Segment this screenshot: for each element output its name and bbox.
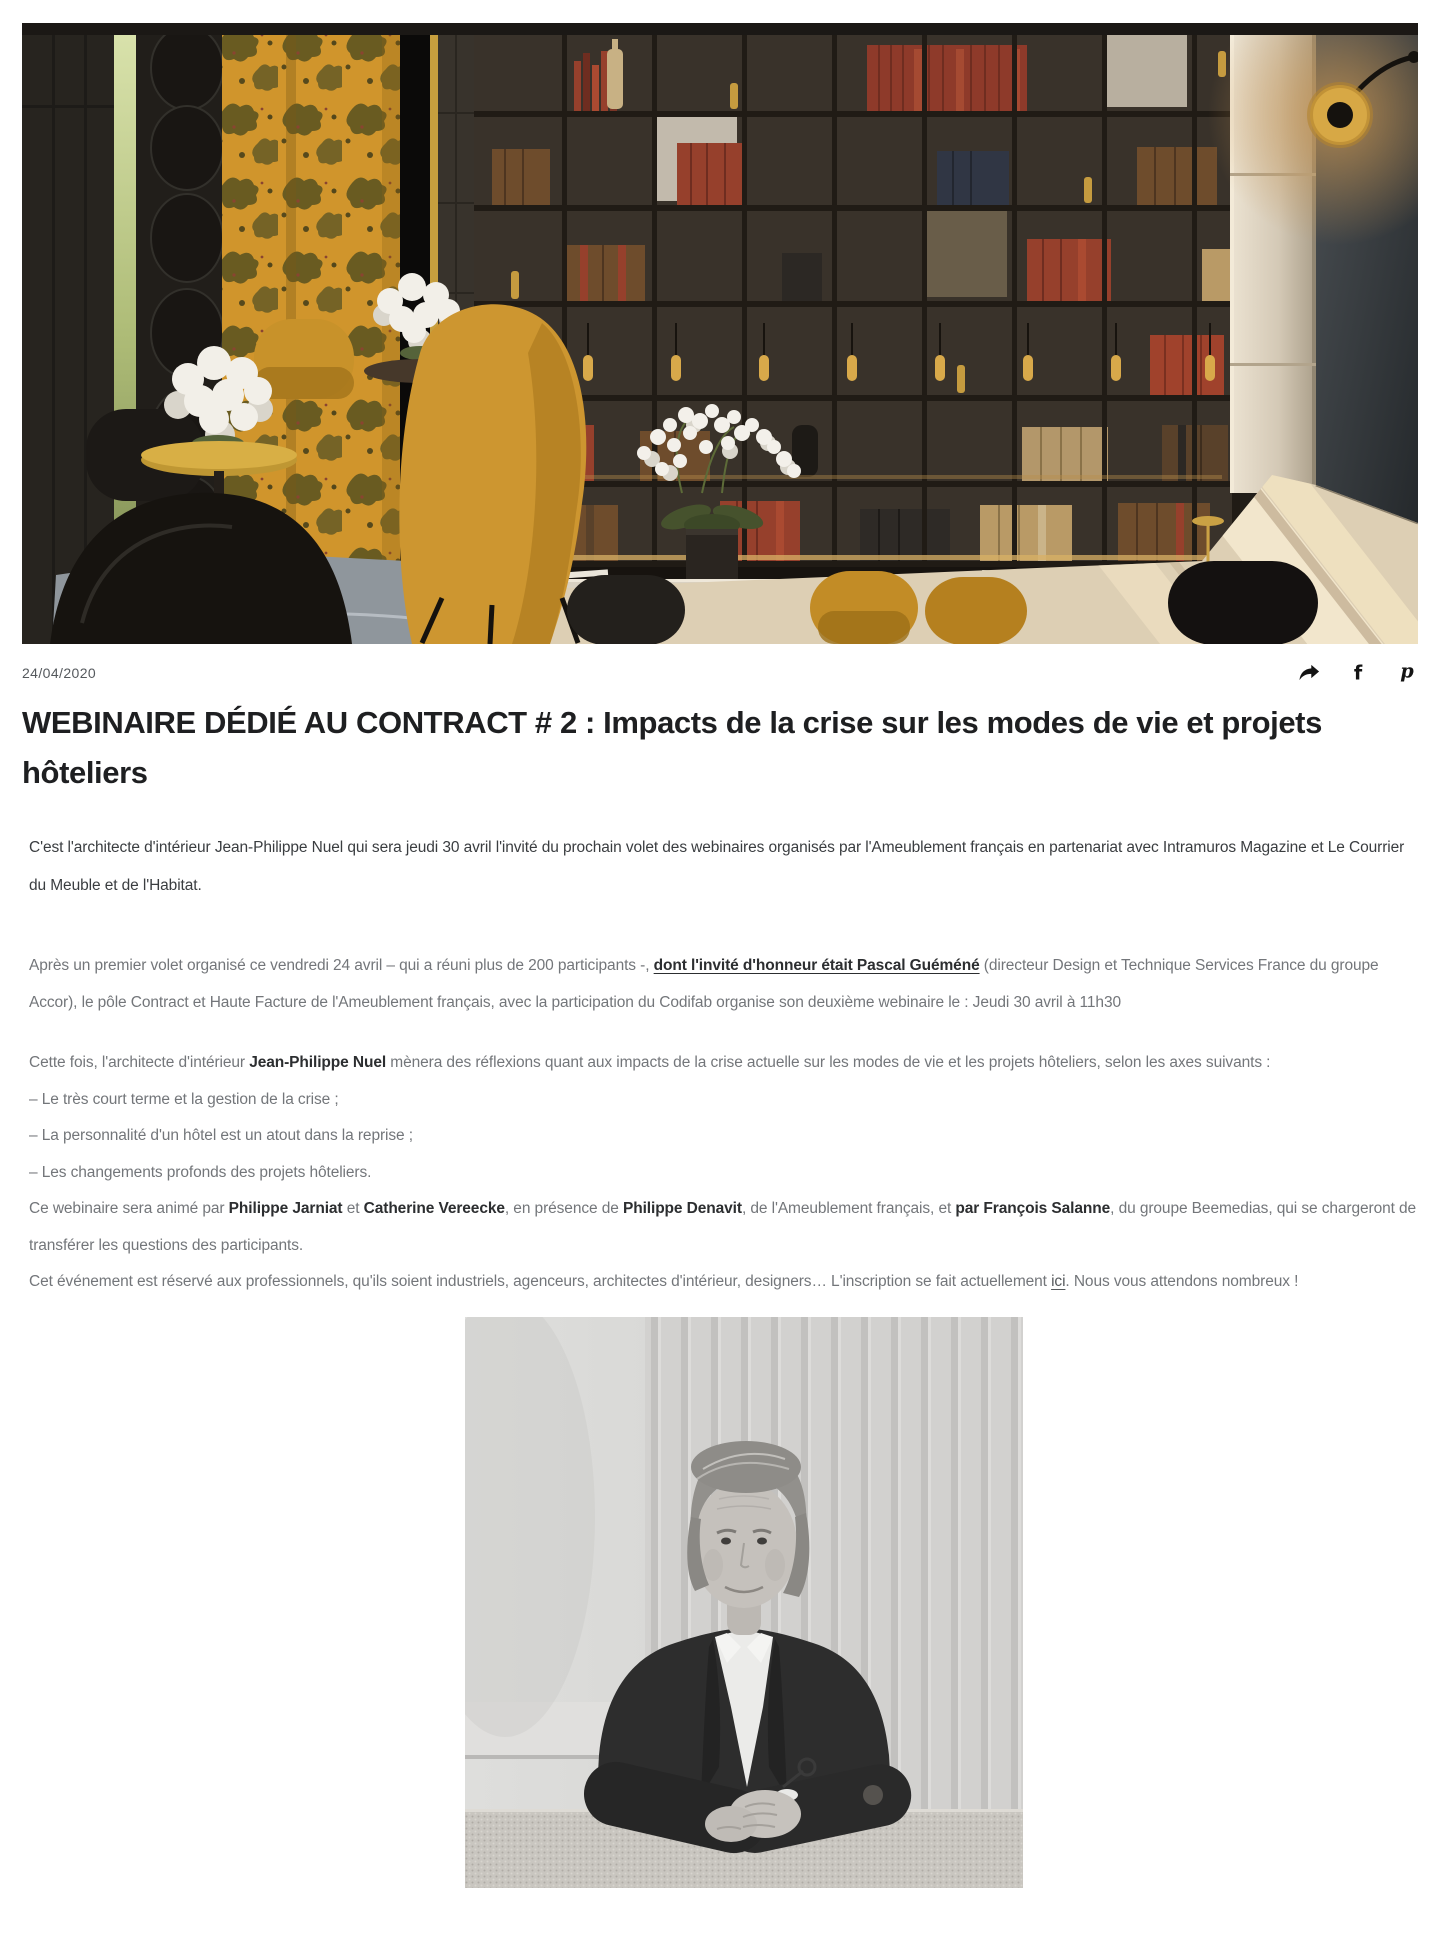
text-segment: Cette fois, l'architecte d'intérieur — [29, 1054, 250, 1071]
paragraph-animateurs — [29, 1191, 1421, 1264]
hero-image — [22, 23, 1418, 644]
meta-row — [22, 658, 1418, 688]
text-segment: Cet événement est réservé aux professionnels, qu'ils soient industriels, agenceurs, architectes d'intérieur, designers… L'inscription se fait actuellement — [29, 1273, 1052, 1290]
text-segment: . Nous vous attendons nombreux ! — [1065, 1273, 1299, 1290]
text-segment: Après un premier volet organisé ce vendredi 24 avril – qui a réuni plus de 200 participants -, — [29, 957, 654, 974]
article-body — [29, 1045, 1421, 1301]
standfirst-paragraph: C'est l'architecte d'intérieur Jean-Philippe Nuel qui sera jeudi 30 avril l'invité du prochain volet des webinaires organisés par l'Ameublement français en partenariat avec Intramuros Magazine et Le Courrier du Meuble et de l'Habitat. — [29, 839, 1405, 894]
portrait-image — [465, 1317, 1023, 1888]
text-segment: , en présence de — [504, 1200, 623, 1217]
share-arrow-icon[interactable] — [1298, 662, 1320, 684]
text-segment-bold: Philippe Denavit — [622, 1200, 742, 1217]
page-title: WEBINAIRE DÉDIÉ AU CONTRACT # 2 : Impacts de la crise sur les modes de vie et projets hôteliers — [22, 705, 1322, 790]
bullet-item: – Les changements profonds des projets hôteliers. — [29, 1163, 372, 1181]
svg-text:f: f — [1353, 662, 1363, 684]
text-segment: Ce webinaire sera animé par — [29, 1200, 229, 1217]
article-date: 24/04/2020 — [22, 665, 97, 681]
text-segment: et — [342, 1200, 364, 1217]
text-segment: (directeur Design et Technique Services France du groupe Accor), le pôle Contract et Haute Facture de l'Ameublement français, avec la participation du Codifab organise son deuxième webinaire le : Jeudi 30 avril à 11h30 — [29, 957, 1379, 1011]
paragraph-premier-volet — [29, 947, 1419, 1021]
text-segment-bold: Philippe Jarniat — [228, 1200, 343, 1217]
paragraph-cette-fois — [29, 1045, 1421, 1082]
share-icons — [1298, 662, 1418, 684]
facebook-icon[interactable] — [1347, 662, 1369, 684]
text-segment-bold: par François Salanne — [955, 1200, 1111, 1217]
svg-text:p: p — [1400, 662, 1414, 683]
text-segment-bold: Catherine Vereecke — [363, 1200, 505, 1217]
pinterest-icon[interactable] — [1396, 662, 1418, 684]
bullet-item: – Le très court terme et la gestion de la crise ; — [29, 1090, 339, 1108]
link-pascal-guemene[interactable]: dont l'invité d'honneur était Pascal Guéméné — [653, 957, 980, 974]
paragraph-inscription — [29, 1264, 1421, 1301]
text-segment: , de l'Ameublement français, et — [741, 1200, 956, 1217]
text-segment: , du groupe Beemedias, qui se chargeront de transférer les questions des participants. — [29, 1200, 1417, 1254]
link-inscription-ici[interactable]: ici — [1051, 1273, 1066, 1290]
text-segment-bold: Jean-Philippe Nuel — [249, 1054, 387, 1071]
text-segment: mènera des réflexions quant aux impacts de la crise actuelle sur les modes de vie et les projets hôteliers, selon les axes suivants : — [386, 1054, 1271, 1071]
bullet-item: – La personnalité d'un hôtel est un atout dans la reprise ; — [29, 1127, 413, 1144]
